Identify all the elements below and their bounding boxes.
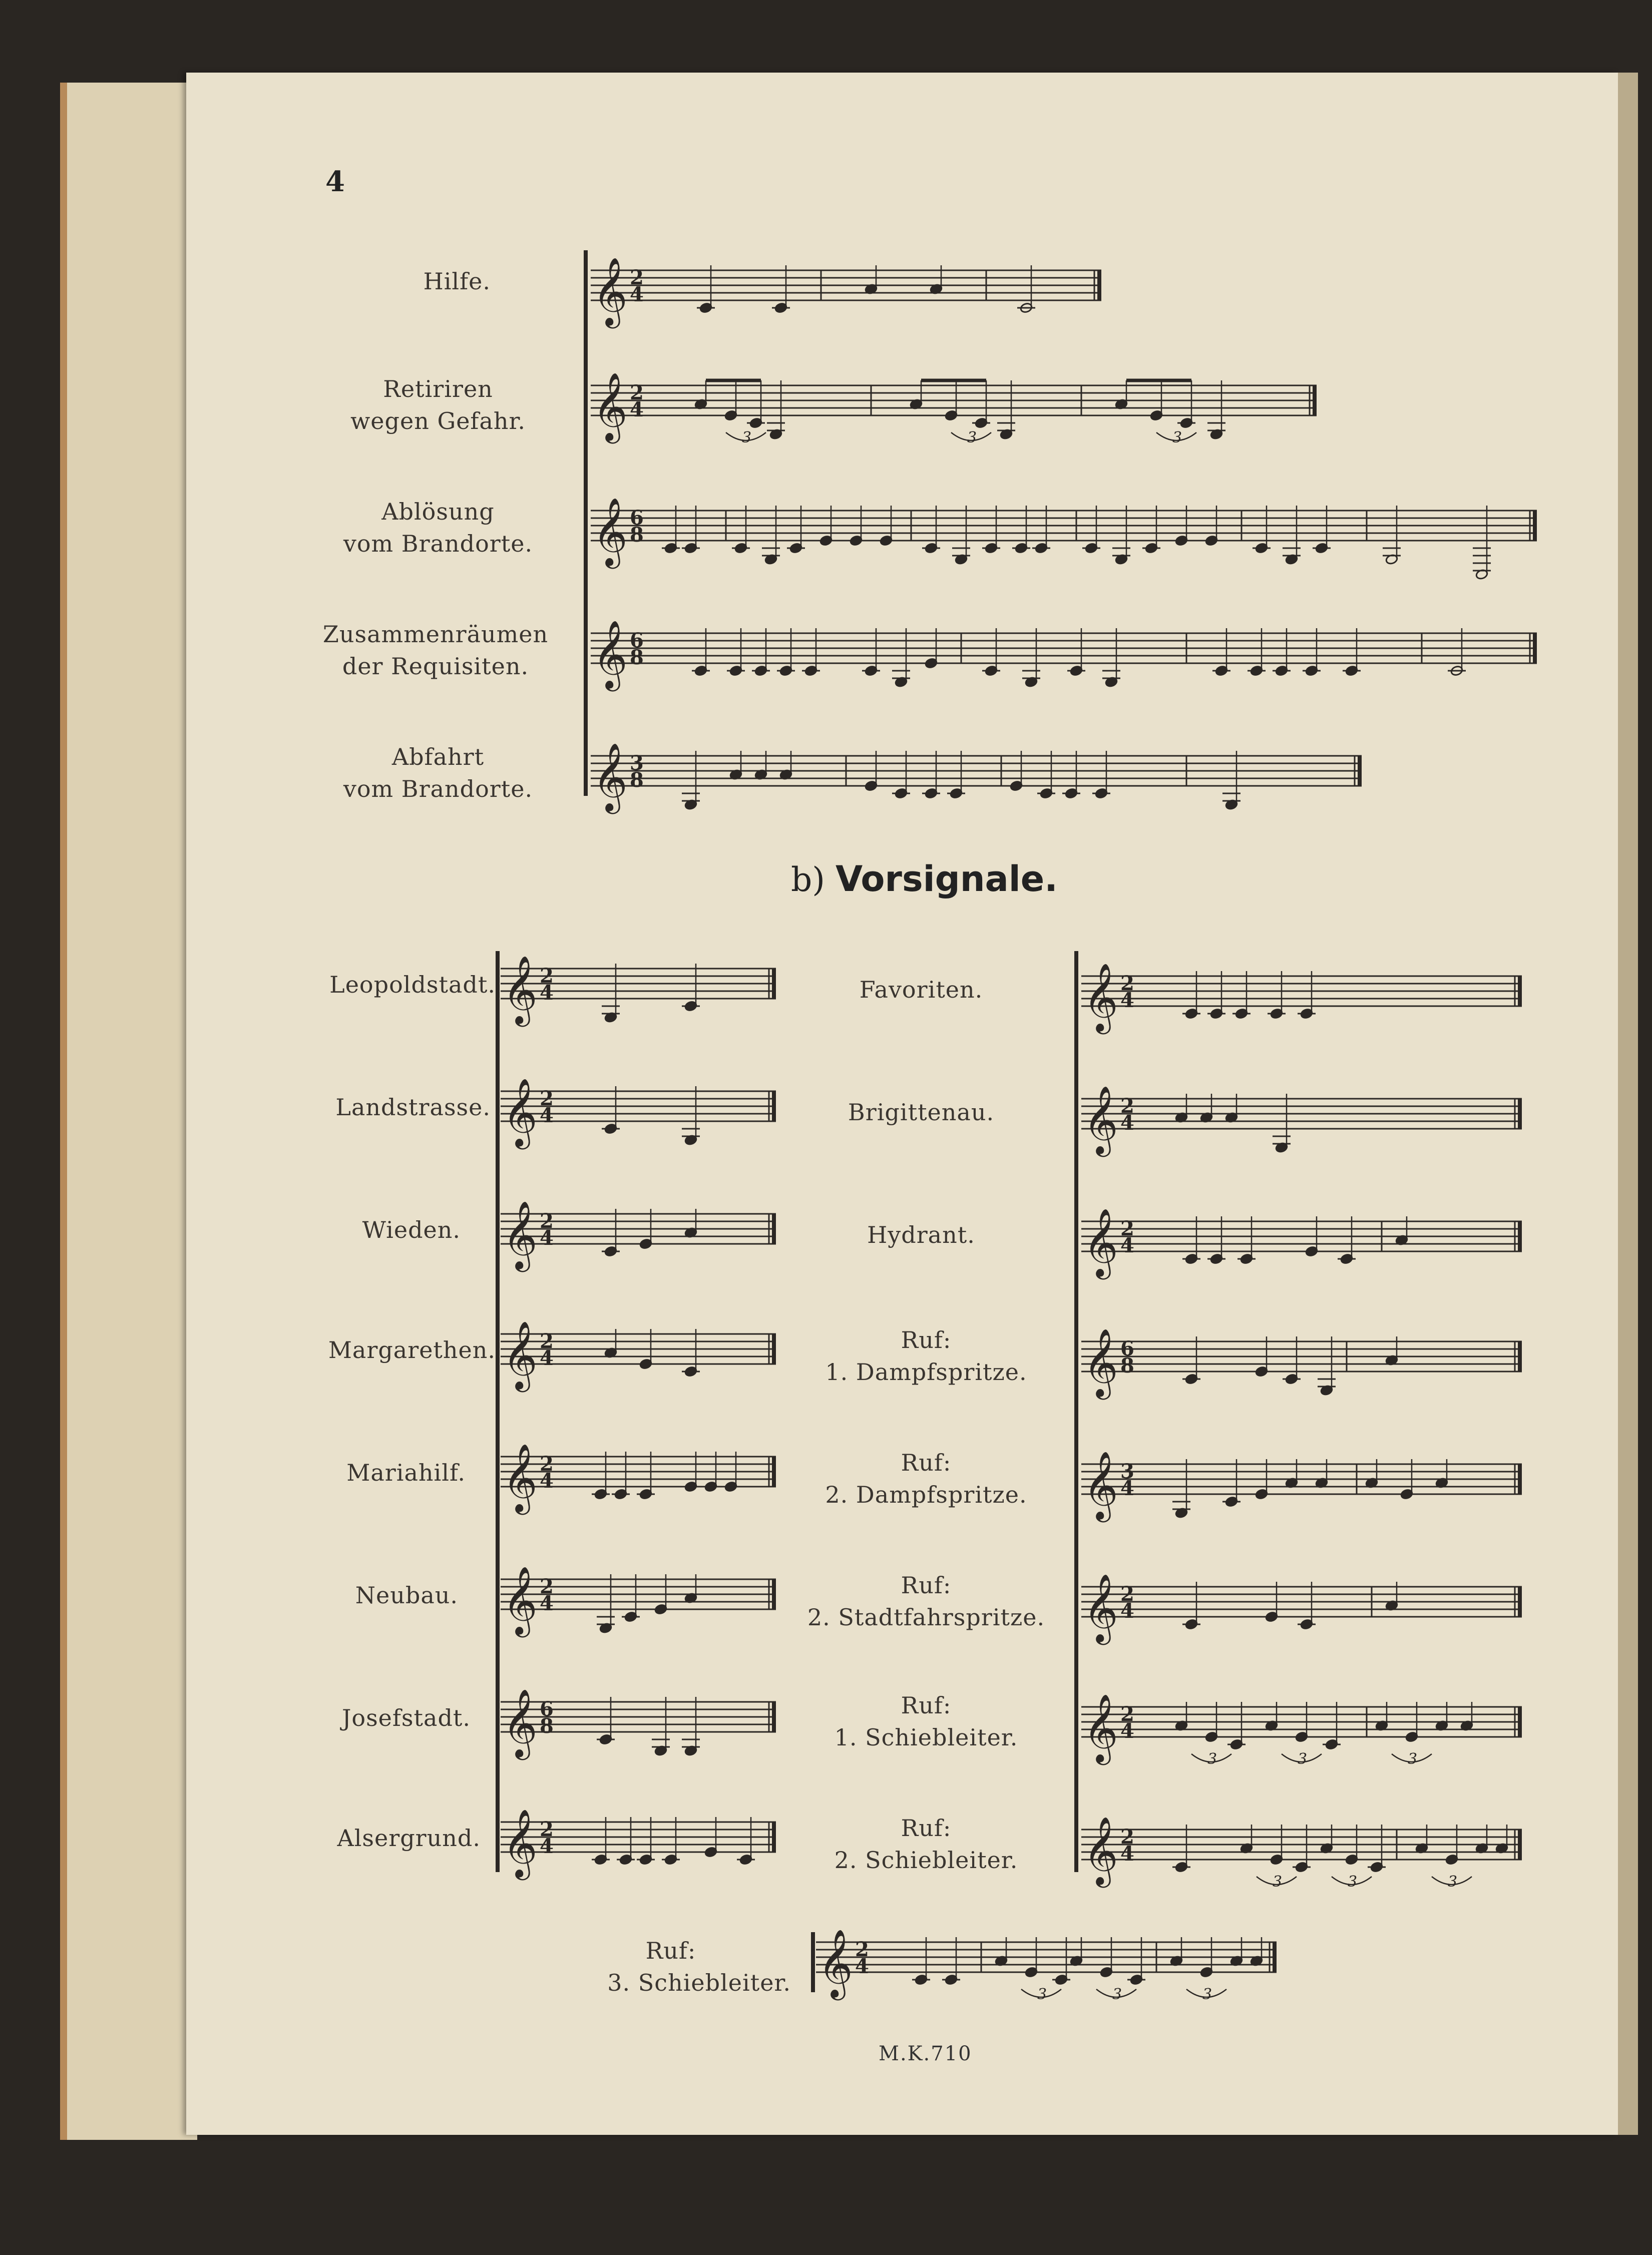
time-signature-bottom: 4 [540, 1835, 554, 1858]
triplet-number: 3 [1172, 429, 1182, 446]
staff-right-1 [1081, 1085, 1522, 1157]
time-signature-bottom: 4 [1120, 1599, 1134, 1623]
final-bar-line [1518, 1707, 1522, 1737]
time-signature-top: 2 [540, 1087, 554, 1110]
signal-label-hydrant: Hydrant. [867, 1221, 975, 1248]
staff-hilfe [591, 256, 1101, 328]
signal-label-ruf-1-dampfspritze: Ruf: 1. Dampfspritze. [825, 1326, 1027, 1386]
final-bar-line [772, 1457, 776, 1487]
final-bar-line [1518, 1830, 1522, 1860]
signal-label-alsergrund: Alsergrund. [337, 1825, 481, 1852]
time-signature-bottom: 4 [630, 283, 644, 306]
final-bar-line [1518, 1587, 1522, 1617]
final-bar-line [1313, 385, 1317, 415]
plate-number: M.K.710 [879, 2042, 972, 2065]
time-signature-top: 6 [630, 629, 644, 652]
signal-label-margarethen: Margarethen. [328, 1336, 496, 1364]
time-signature-bottom: 4 [540, 1104, 554, 1127]
triplet-number: 3 [1202, 1986, 1212, 2003]
final-bar-line [772, 1822, 776, 1852]
triplet-number: 3 [1207, 1750, 1217, 1768]
time-signature-bottom: 4 [540, 1592, 554, 1615]
signal-label-ruf-2-stadtfahrspritze: Ruf: 2. Stadtfahrspritze. [807, 1572, 1045, 1631]
final-bar-line [772, 969, 776, 999]
time-signature-top: 6 [1120, 1337, 1134, 1361]
final-bar-line [1518, 1099, 1522, 1129]
section-heading-prefix: b) [791, 860, 825, 899]
treble-clef-icon: 𝄞 [503, 1443, 538, 1512]
time-signature-bottom: 4 [1120, 1842, 1134, 1866]
time-signature-bottom: 4 [540, 981, 554, 1005]
time-signature-top: 2 [1120, 972, 1134, 995]
time-signature-bottom: 4 [540, 1346, 554, 1370]
time-signature-top: 2 [540, 1818, 554, 1841]
triplet-number: 3 [1298, 1750, 1308, 1768]
time-signature-bottom: 4 [1120, 989, 1134, 1012]
staff-right-0 [1081, 962, 1522, 1034]
final-bar-line [1097, 270, 1101, 300]
triplet-number: 3 [967, 429, 977, 446]
treble-clef-icon: 𝄞 [503, 1077, 538, 1146]
time-signature-bottom: 4 [1120, 1477, 1134, 1500]
treble-clef-icon: 𝄞 [1083, 1693, 1118, 1762]
triplet-number: 3 [1448, 1873, 1458, 1891]
page-number: 4 [325, 165, 345, 198]
staff-leopoldstadt [501, 955, 776, 1027]
treble-clef-icon: 𝄞 [593, 742, 628, 811]
final-bar-line [1518, 1341, 1522, 1372]
final-bar-line [1518, 976, 1522, 1006]
signal-label-hilfe: Hilfe. [423, 268, 491, 295]
treble-clef-icon: 𝄞 [593, 371, 628, 440]
staff-retiriren [591, 371, 1317, 446]
time-signature-bottom: 8 [630, 768, 644, 792]
system-bracket [584, 250, 588, 796]
final-bar-line [772, 1702, 776, 1732]
triplet-number: 3 [1273, 1873, 1283, 1891]
time-signature-bottom: 4 [540, 1469, 554, 1493]
staff-margarethen [501, 1320, 776, 1392]
time-signature-bottom: 4 [855, 1955, 869, 1978]
triplet-number: 3 [742, 429, 752, 446]
time-signature-top: 2 [540, 964, 554, 988]
signal-label-abloesung: Ablösung vom Brandorte. [343, 498, 533, 557]
staff-right-4 [1081, 1450, 1522, 1522]
triplet-number: 3 [1112, 1986, 1122, 2003]
final-bar-line [1358, 756, 1362, 786]
time-signature-top: 6 [540, 1697, 554, 1721]
section-heading-title: Vorsignale. [835, 858, 1058, 899]
treble-clef-icon: 𝄞 [593, 497, 628, 566]
time-signature-top: 2 [540, 1575, 554, 1598]
time-signature-bottom: 4 [1120, 1111, 1134, 1135]
time-signature-bottom: 4 [1120, 1234, 1134, 1257]
signal-label-mariahilf: Mariahilf. [346, 1459, 466, 1486]
time-signature-top: 2 [1120, 1825, 1134, 1849]
time-signature-top: 2 [630, 381, 644, 404]
treble-clef-icon: 𝄞 [1083, 1085, 1118, 1154]
final-bar-line [772, 1214, 776, 1244]
treble-clef-icon: 𝄞 [1083, 1450, 1118, 1519]
final-bar-line [1273, 1942, 1277, 1972]
signal-label-brigittenau: Brigittenau. [848, 1099, 995, 1126]
time-signature-bottom: 8 [540, 1714, 554, 1738]
time-signature-top: 2 [540, 1452, 554, 1476]
signal-label-abfahrt: Abfahrt vom Brandorte. [343, 743, 533, 802]
signal-label-retiriren: Retiriren wegen Gefahr. [350, 375, 526, 434]
treble-clef-icon: 𝄞 [503, 1808, 538, 1877]
treble-clef-icon: 𝄞 [503, 955, 538, 1024]
treble-clef-icon: 𝄞 [1083, 1573, 1118, 1642]
time-signature-bottom: 8 [1120, 1354, 1134, 1378]
staff-right-5 [1081, 1573, 1522, 1645]
staff-right-2 [1081, 1207, 1522, 1279]
signal-label-zusammenraeumen: Zusammenräumen der Requisiten. [322, 621, 549, 680]
triplet-number: 3 [1037, 1986, 1047, 2003]
signal-label-josefstadt: Josefstadt. [341, 1704, 471, 1731]
staff-right-7 [1081, 1816, 1522, 1891]
treble-clef-icon: 𝄞 [503, 1565, 538, 1634]
signal-label-ruf-2-dampfspritze: Ruf: 2. Dampfspritze. [825, 1449, 1027, 1508]
staff-right-6 [1081, 1693, 1522, 1768]
triplet-number: 3 [1348, 1873, 1358, 1891]
staff-mariahilf [501, 1443, 776, 1515]
time-signature-top: 3 [630, 751, 644, 775]
treble-clef-icon: 𝄞 [503, 1320, 538, 1389]
staff-abloesung [591, 497, 1537, 580]
time-signature-bottom: 4 [630, 398, 644, 421]
staff-wieden [501, 1200, 776, 1272]
signal-label-ruf-2-schiebleiter: Ruf: 2. Schiebleiter. [834, 1815, 1018, 1874]
signal-label-wieden: Wieden. [362, 1216, 461, 1243]
system-bracket [811, 1932, 815, 1992]
time-signature-top: 2 [540, 1329, 554, 1353]
time-signature-top: 2 [540, 1209, 554, 1233]
staff-neubau [501, 1565, 776, 1637]
time-signature-top: 2 [855, 1938, 869, 1961]
treble-clef-icon: 𝄞 [1083, 1207, 1118, 1276]
time-signature-top: 2 [630, 266, 644, 289]
treble-clef-icon: 𝄞 [593, 619, 628, 688]
staff-josefstadt [501, 1688, 776, 1760]
system-bracket [1074, 951, 1078, 1872]
time-signature-bottom: 8 [630, 523, 644, 547]
signal-label-ruf-1-schiebleiter: Ruf: 1. Schiebleiter. [834, 1692, 1018, 1751]
signal-label-leopoldstadt: Leopoldstadt. [329, 971, 496, 998]
staff-right-3 [1081, 1327, 1522, 1400]
staff-zusammenraeumen [591, 619, 1537, 691]
time-signature-top: 2 [1120, 1217, 1134, 1240]
time-signature-top: 3 [1120, 1460, 1134, 1483]
treble-clef-icon: 𝄞 [593, 256, 628, 325]
signal-label-landstrasse: Landstrasse. [335, 1094, 491, 1121]
final-bar-line [772, 1334, 776, 1364]
final-bar-line [1533, 511, 1537, 541]
signal-label-neubau: Neubau. [355, 1582, 458, 1609]
staff-ruf-3-schiebleiter [816, 1928, 1277, 2003]
final-bar-line [1518, 1464, 1522, 1494]
staff-alsergrund [501, 1808, 776, 1880]
treble-clef-icon: 𝄞 [503, 1688, 538, 1757]
treble-clef-icon: 𝄞 [1083, 1816, 1118, 1885]
staff-abfahrt [591, 742, 1362, 814]
system-bracket [496, 951, 500, 1872]
treble-clef-icon: 𝄞 [1083, 962, 1118, 1031]
signal-label-favoriten: Favoriten. [859, 976, 983, 1003]
time-signature-top: 2 [1120, 1702, 1134, 1726]
treble-clef-icon: 𝄞 [503, 1200, 538, 1269]
final-bar-line [772, 1091, 776, 1121]
time-signature-bottom: 8 [630, 646, 644, 669]
triplet-number: 3 [1408, 1750, 1418, 1768]
signal-label-ruf-3-schiebleiter: Ruf: 3. Schiebleiter. [607, 1937, 791, 1996]
time-signature-bottom: 4 [1120, 1719, 1134, 1743]
time-signature-top: 2 [1120, 1582, 1134, 1606]
final-bar-line [772, 1579, 776, 1609]
treble-clef-icon: 𝄞 [1083, 1327, 1118, 1397]
treble-clef-icon: 𝄞 [818, 1928, 853, 1997]
final-bar-line [1533, 633, 1537, 663]
time-signature-bottom: 4 [540, 1226, 554, 1250]
final-bar-line [1518, 1221, 1522, 1251]
time-signature-top: 6 [630, 506, 644, 530]
time-signature-top: 2 [1120, 1094, 1134, 1118]
staff-landstrasse [501, 1077, 776, 1149]
